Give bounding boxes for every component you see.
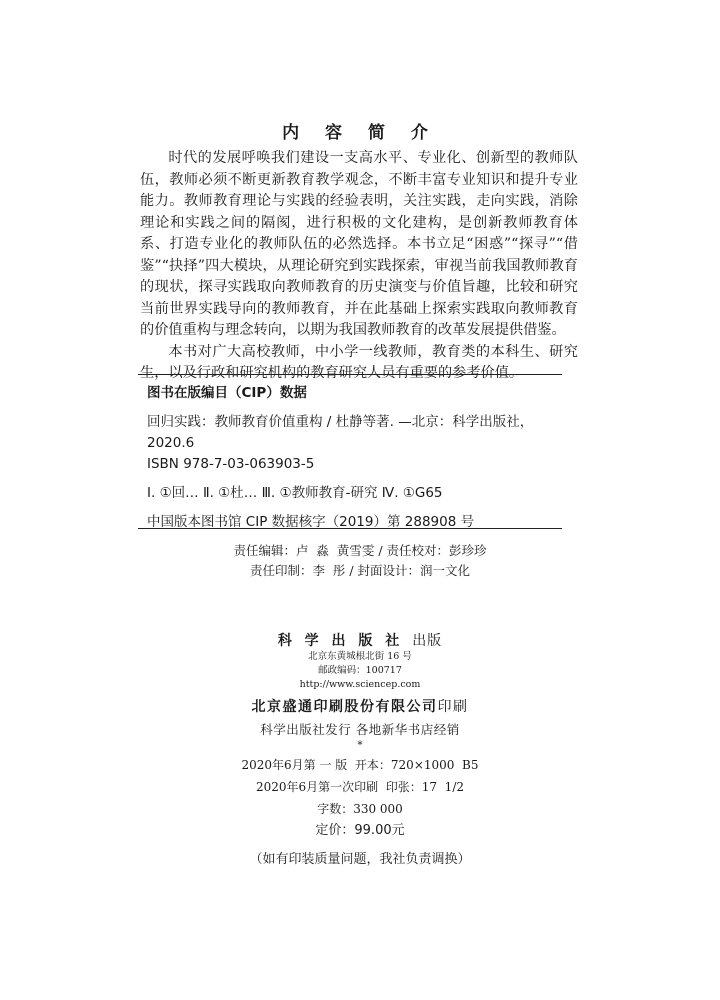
publisher-block [0, 630, 720, 867]
separator-star: * [357, 740, 363, 751]
quality-notice: （如有印装质量问题，我社负责调换） [249, 852, 471, 867]
page-title: 内 容 简 介 [282, 123, 438, 143]
publisher-address: 北京东黄城根北街 16 号 [308, 651, 412, 662]
publisher-website: http://www.sciencep.com [299, 679, 421, 690]
cip-date-line: 2020.6 [147, 435, 195, 451]
publisher-name-line [0, 630, 720, 650]
cip-isbn: ISBN 978-7-03-063903-5 [147, 456, 315, 472]
cip-heading: 图书在版编目（CIP）数据 [147, 385, 307, 401]
publisher-name: 科 学 出 版 社 [277, 633, 404, 649]
printer-line [0, 696, 720, 716]
cip-bottom-divider [138, 528, 562, 529]
cip-verification: 中国版本图书馆 CIP 数据核字（2019）第 288908 号 [147, 514, 475, 530]
printer-suffix: 印刷 [437, 699, 469, 715]
distribution-line: 科学出版社发行 各地新华书店经销 [260, 722, 460, 737]
printer-name: 北京盛通印刷股份有限公司 [251, 699, 438, 715]
cip-top-divider [138, 374, 562, 375]
summary-paragraph-2: 本书对广大高校教师，中小学一线教师，教育类的本科生、研究生，以及行政和研究机构的教育研究人员有重要的参考价值。 [140, 343, 578, 381]
edition-line: 2020年6月第 一 版 开本：720×1000 B5 [241, 758, 479, 772]
cip-classification: Ⅰ. ①回… Ⅱ. ①杜… Ⅲ. ①教师教育-研究 Ⅳ. ①G65 [147, 485, 443, 501]
staff-credits [0, 541, 720, 581]
content-summary [140, 148, 578, 385]
summary-paragraph-1: 时代的发展呼唤我们建设一支高水平、专业化、创新型的教师队伍，教师必须不断更新教育教学观念，不断丰富专业知识和提升专业能力。教师教育理论与实践的经验表明，关注实践，走向实践，消除理论和实践之间的隔阂，进行积极的文化建构，是创新教师教育体系、打造专业化的教师队伍的必然选择。本书立足“困惑”“探寻”“借鉴”“抉择”四大模块，从理论研究到实践探索，审视当前我国教师教育的现状，探寻实践取向教师教育的历史演变与价值旨趣，比较和研究当前世界实践导向的教师教育，并在此基础上探索实践取向教师教育的价值重构与理念转向，以期为我国教师教育的改革发展提供借鉴。 [140, 150, 578, 338]
cip-data-block [147, 383, 567, 533]
publisher-name-suffix: 出版 [412, 633, 443, 649]
publisher-postcode: 邮政编码：100717 [318, 665, 402, 676]
staff-printing-design: 责任印制：李 彤 / 封面设计：润一文化 [249, 563, 471, 578]
word-count: 字数：330 000 [317, 802, 403, 816]
price: 定价：99.00元 [315, 823, 405, 838]
staff-editors: 责任编辑：卢 淼 黄雪雯 / 责任校对：彭珍珍 [233, 543, 487, 558]
printing-line: 2020年6月第一次印刷 印张：17 1/2 [255, 780, 464, 794]
cip-title-line: 回归实践：教师教育价值重构 / 杜静等著. —北京：科学出版社， [147, 414, 534, 430]
